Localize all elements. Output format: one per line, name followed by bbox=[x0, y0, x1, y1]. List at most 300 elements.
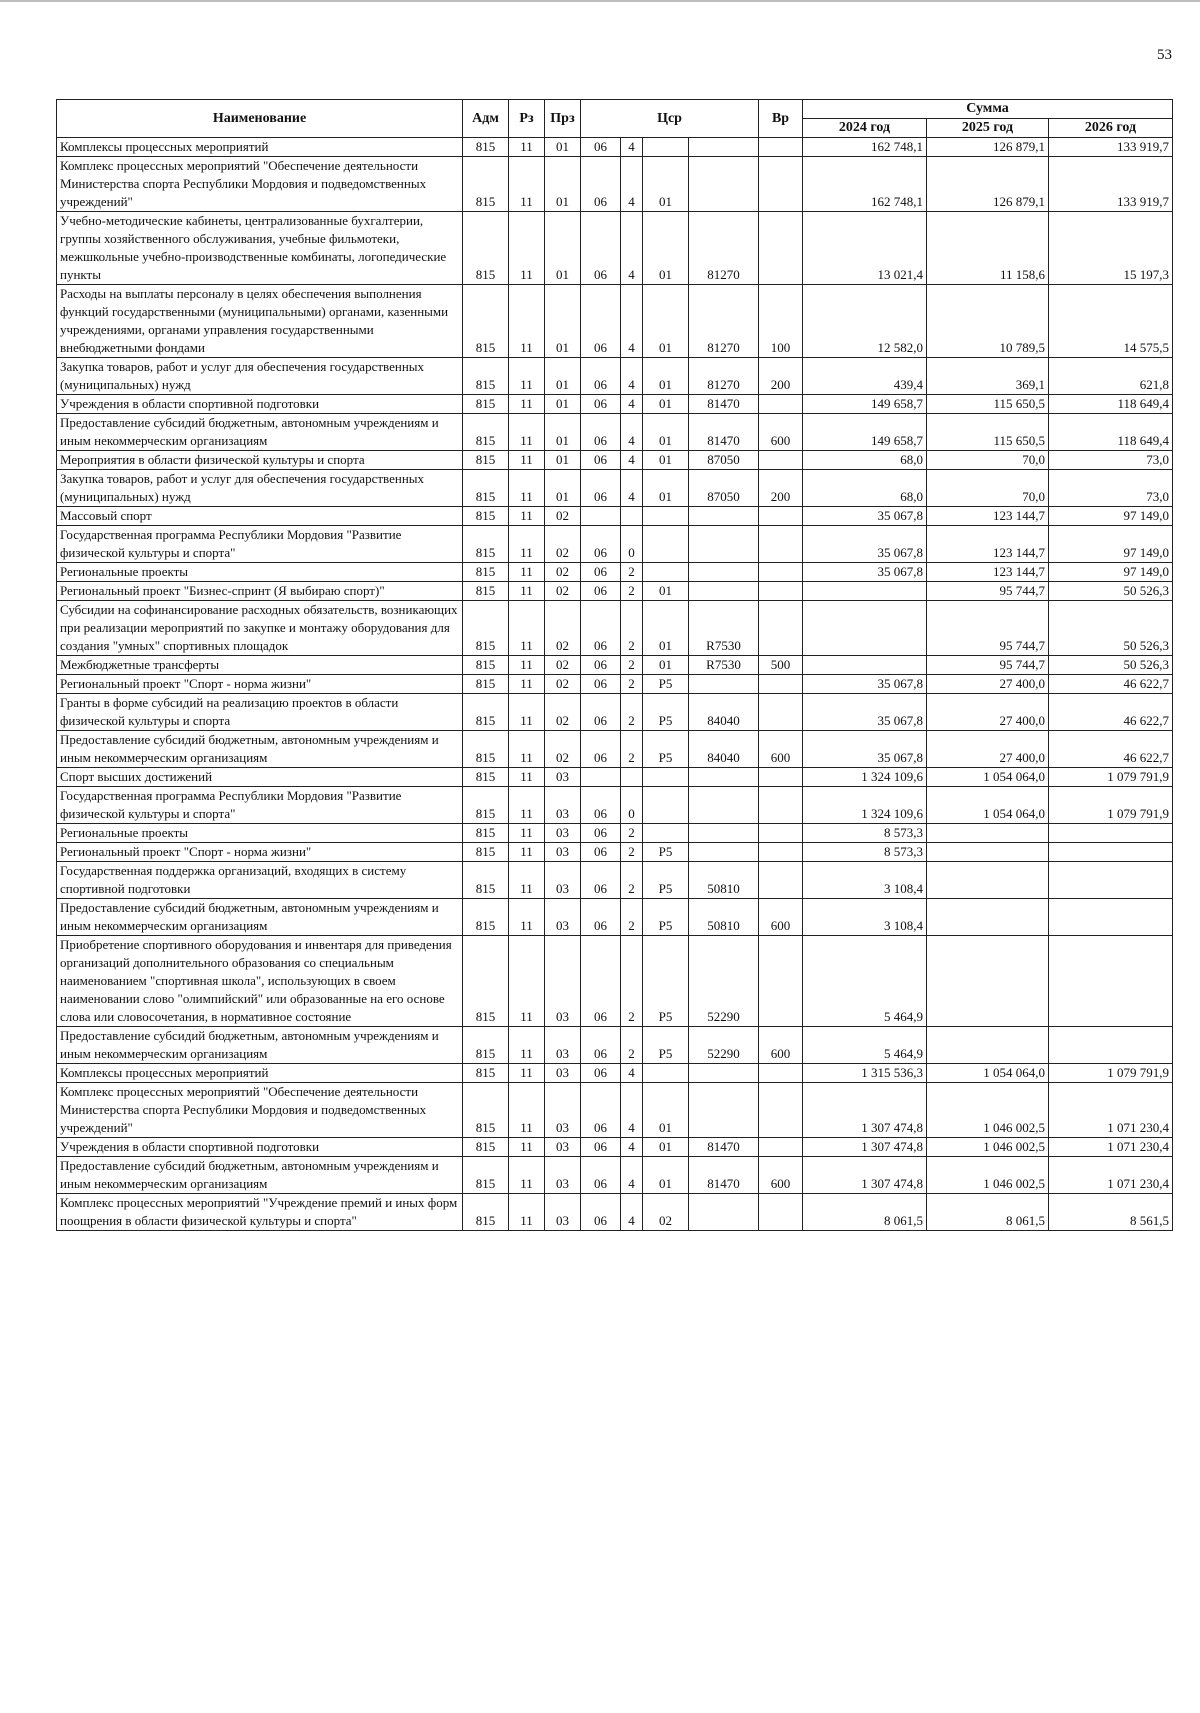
row-sum-2024: 13 021,4 bbox=[803, 212, 927, 285]
row-csr-2: 4 bbox=[621, 157, 643, 212]
row-vr bbox=[759, 1194, 803, 1231]
row-csr-3: 01 bbox=[643, 1083, 689, 1138]
row-sum-2025: 95 744,7 bbox=[927, 656, 1049, 675]
row-rz: 11 bbox=[509, 157, 545, 212]
row-sum-2024: 1 324 109,6 bbox=[803, 768, 927, 787]
row-sum-2025: 126 879,1 bbox=[927, 138, 1049, 157]
row-name: Закупка товаров, работ и услуг для обеспечения государственных (муниципальных) нужд bbox=[57, 470, 463, 507]
row-sum-2024: 1 324 109,6 bbox=[803, 787, 927, 824]
row-csr-2: 4 bbox=[621, 1138, 643, 1157]
row-rz: 11 bbox=[509, 787, 545, 824]
row-rz: 11 bbox=[509, 526, 545, 563]
row-csr-3 bbox=[643, 526, 689, 563]
row-sum-2026: 46 622,7 bbox=[1049, 731, 1173, 768]
row-rz: 11 bbox=[509, 285, 545, 358]
row-csr-3 bbox=[643, 824, 689, 843]
header-prz: Прз bbox=[545, 100, 581, 138]
row-rz: 11 bbox=[509, 843, 545, 862]
row-sum-2026 bbox=[1049, 824, 1173, 843]
row-csr-3: 01 bbox=[643, 656, 689, 675]
row-adm: 815 bbox=[463, 936, 509, 1027]
row-vr bbox=[759, 526, 803, 563]
row-name: Комплекс процессных мероприятий "Обеспечение деятельности Министерства спорта Республики Мордовия и подведомственных учреждений" bbox=[57, 1083, 463, 1138]
row-csr-1: 06 bbox=[581, 358, 621, 395]
table-row bbox=[57, 285, 1173, 358]
row-sum-2024: 149 658,7 bbox=[803, 395, 927, 414]
row-csr-1: 06 bbox=[581, 675, 621, 694]
row-csr-3 bbox=[643, 138, 689, 157]
row-csr-1: 06 bbox=[581, 787, 621, 824]
row-sum-2025: 70,0 bbox=[927, 451, 1049, 470]
row-rz: 11 bbox=[509, 212, 545, 285]
row-vr bbox=[759, 843, 803, 862]
row-sum-2026: 1 079 791,9 bbox=[1049, 787, 1173, 824]
row-rz: 11 bbox=[509, 899, 545, 936]
row-sum-2024: 1 307 474,8 bbox=[803, 1157, 927, 1194]
row-csr-3 bbox=[643, 1064, 689, 1083]
row-csr-2: 4 bbox=[621, 1083, 643, 1138]
header-year-2026: 2026 год bbox=[1049, 119, 1173, 138]
row-prz: 02 bbox=[545, 601, 581, 656]
row-prz: 02 bbox=[545, 656, 581, 675]
row-vr bbox=[759, 157, 803, 212]
row-rz: 11 bbox=[509, 656, 545, 675]
row-csr-1: 06 bbox=[581, 414, 621, 451]
row-csr-2: 2 bbox=[621, 824, 643, 843]
row-csr-1: 06 bbox=[581, 451, 621, 470]
row-adm: 815 bbox=[463, 843, 509, 862]
row-csr-3: P5 bbox=[643, 936, 689, 1027]
row-csr-4: 81470 bbox=[689, 1138, 759, 1157]
row-adm: 815 bbox=[463, 787, 509, 824]
row-sum-2025: 1 054 064,0 bbox=[927, 787, 1049, 824]
row-sum-2025: 27 400,0 bbox=[927, 694, 1049, 731]
row-name: Региональные проекты bbox=[57, 824, 463, 843]
row-adm: 815 bbox=[463, 862, 509, 899]
row-csr-1: 06 bbox=[581, 731, 621, 768]
row-csr-1: 06 bbox=[581, 138, 621, 157]
row-csr-3: P5 bbox=[643, 1027, 689, 1064]
row-sum-2025: 1 046 002,5 bbox=[927, 1157, 1049, 1194]
row-vr: 100 bbox=[759, 285, 803, 358]
row-csr-3: 01 bbox=[643, 157, 689, 212]
table-row bbox=[57, 1064, 1173, 1083]
row-vr bbox=[759, 138, 803, 157]
row-sum-2024: 1 315 536,3 bbox=[803, 1064, 927, 1083]
row-csr-4 bbox=[689, 843, 759, 862]
row-vr bbox=[759, 824, 803, 843]
row-csr-2: 2 bbox=[621, 694, 643, 731]
row-rz: 11 bbox=[509, 601, 545, 656]
row-csr-4: 87050 bbox=[689, 470, 759, 507]
row-csr-3 bbox=[643, 768, 689, 787]
row-csr-2: 4 bbox=[621, 138, 643, 157]
row-sum-2026: 1 079 791,9 bbox=[1049, 1064, 1173, 1083]
row-adm: 815 bbox=[463, 675, 509, 694]
row-sum-2026: 46 622,7 bbox=[1049, 694, 1173, 731]
row-rz: 11 bbox=[509, 936, 545, 1027]
row-vr: 200 bbox=[759, 358, 803, 395]
row-sum-2025: 95 744,7 bbox=[927, 601, 1049, 656]
row-name: Комплексы процессных мероприятий bbox=[57, 1064, 463, 1083]
row-sum-2025: 10 789,5 bbox=[927, 285, 1049, 358]
row-prz: 02 bbox=[545, 507, 581, 526]
row-adm: 815 bbox=[463, 285, 509, 358]
row-csr-1: 06 bbox=[581, 1194, 621, 1231]
row-sum-2025: 1 054 064,0 bbox=[927, 1064, 1049, 1083]
row-csr-1: 06 bbox=[581, 843, 621, 862]
row-csr-1: 06 bbox=[581, 563, 621, 582]
row-csr-3: 01 bbox=[643, 1157, 689, 1194]
row-csr-4: 84040 bbox=[689, 731, 759, 768]
row-csr-4 bbox=[689, 675, 759, 694]
row-csr-2: 2 bbox=[621, 1027, 643, 1064]
row-csr-2: 0 bbox=[621, 526, 643, 563]
row-rz: 11 bbox=[509, 451, 545, 470]
row-prz: 03 bbox=[545, 936, 581, 1027]
header-name: Наименование bbox=[57, 100, 463, 138]
row-prz: 03 bbox=[545, 1027, 581, 1064]
row-sum-2024 bbox=[803, 582, 927, 601]
row-prz: 02 bbox=[545, 526, 581, 563]
row-sum-2026: 97 149,0 bbox=[1049, 563, 1173, 582]
row-sum-2026: 621,8 bbox=[1049, 358, 1173, 395]
row-adm: 815 bbox=[463, 395, 509, 414]
row-sum-2026: 133 919,7 bbox=[1049, 157, 1173, 212]
header-sum: Сумма bbox=[803, 100, 1173, 119]
row-sum-2024: 12 582,0 bbox=[803, 285, 927, 358]
row-sum-2025: 70,0 bbox=[927, 470, 1049, 507]
row-rz: 11 bbox=[509, 395, 545, 414]
row-csr-4: 81270 bbox=[689, 358, 759, 395]
row-vr bbox=[759, 395, 803, 414]
row-csr-3: 02 bbox=[643, 1194, 689, 1231]
table-row bbox=[57, 526, 1173, 563]
row-csr-4: 52290 bbox=[689, 936, 759, 1027]
row-prz: 01 bbox=[545, 138, 581, 157]
row-adm: 815 bbox=[463, 1138, 509, 1157]
row-csr-3 bbox=[643, 563, 689, 582]
row-sum-2024: 1 307 474,8 bbox=[803, 1083, 927, 1138]
row-csr-4: 81470 bbox=[689, 395, 759, 414]
row-csr-1: 06 bbox=[581, 1083, 621, 1138]
header-vr: Вр bbox=[759, 100, 803, 138]
row-sum-2024: 35 067,8 bbox=[803, 563, 927, 582]
row-name: Государственная программа Республики Мордовия "Развитие физической культуры и спорта" bbox=[57, 526, 463, 563]
row-csr-3: P5 bbox=[643, 899, 689, 936]
row-prz: 02 bbox=[545, 582, 581, 601]
row-vr: 600 bbox=[759, 1027, 803, 1064]
row-csr-2: 4 bbox=[621, 451, 643, 470]
row-rz: 11 bbox=[509, 694, 545, 731]
row-prz: 03 bbox=[545, 1157, 581, 1194]
row-adm: 815 bbox=[463, 694, 509, 731]
row-csr-4: 81470 bbox=[689, 1157, 759, 1194]
row-csr-4 bbox=[689, 1194, 759, 1231]
row-prz: 03 bbox=[545, 1194, 581, 1231]
table-row bbox=[57, 470, 1173, 507]
table-row bbox=[57, 1194, 1173, 1231]
row-prz: 03 bbox=[545, 1064, 581, 1083]
row-csr-4 bbox=[689, 138, 759, 157]
row-csr-2: 4 bbox=[621, 1157, 643, 1194]
header-year-2025: 2025 год bbox=[927, 119, 1049, 138]
row-csr-2: 2 bbox=[621, 899, 643, 936]
table-row bbox=[57, 563, 1173, 582]
row-rz: 11 bbox=[509, 824, 545, 843]
row-csr-3: P5 bbox=[643, 675, 689, 694]
row-rz: 11 bbox=[509, 138, 545, 157]
row-name: Предоставление субсидий бюджетным, автономным учреждениям и иным некоммерческим организациям bbox=[57, 414, 463, 451]
row-adm: 815 bbox=[463, 212, 509, 285]
row-adm: 815 bbox=[463, 157, 509, 212]
row-csr-4 bbox=[689, 507, 759, 526]
row-adm: 815 bbox=[463, 768, 509, 787]
row-prz: 01 bbox=[545, 414, 581, 451]
row-sum-2024: 1 307 474,8 bbox=[803, 1138, 927, 1157]
row-csr-1: 06 bbox=[581, 824, 621, 843]
row-csr-3: 01 bbox=[643, 601, 689, 656]
row-vr: 600 bbox=[759, 899, 803, 936]
row-name: Комплекс процессных мероприятий "Обеспечение деятельности Министерства спорта Республики Мордовия и подведомственных учреждений" bbox=[57, 157, 463, 212]
table-row bbox=[57, 694, 1173, 731]
row-csr-1: 06 bbox=[581, 936, 621, 1027]
row-prz: 01 bbox=[545, 157, 581, 212]
table-row bbox=[57, 212, 1173, 285]
row-prz: 03 bbox=[545, 899, 581, 936]
row-sum-2024: 68,0 bbox=[803, 451, 927, 470]
page-number: 53 bbox=[1157, 47, 1172, 63]
row-csr-2: 2 bbox=[621, 656, 643, 675]
row-vr: 200 bbox=[759, 470, 803, 507]
row-csr-2: 4 bbox=[621, 1064, 643, 1083]
row-csr-3: 01 bbox=[643, 451, 689, 470]
row-sum-2026: 50 526,3 bbox=[1049, 582, 1173, 601]
row-adm: 815 bbox=[463, 899, 509, 936]
row-sum-2025: 95 744,7 bbox=[927, 582, 1049, 601]
row-csr-2: 4 bbox=[621, 395, 643, 414]
row-vr bbox=[759, 1064, 803, 1083]
row-csr-3: 01 bbox=[643, 582, 689, 601]
row-prz: 03 bbox=[545, 768, 581, 787]
table-row bbox=[57, 138, 1173, 157]
row-csr-1: 06 bbox=[581, 1064, 621, 1083]
row-rz: 11 bbox=[509, 1083, 545, 1138]
row-csr-3: 01 bbox=[643, 358, 689, 395]
row-csr-1: 06 bbox=[581, 395, 621, 414]
row-sum-2024: 68,0 bbox=[803, 470, 927, 507]
row-csr-1: 06 bbox=[581, 157, 621, 212]
table-row bbox=[57, 1138, 1173, 1157]
row-sum-2026: 15 197,3 bbox=[1049, 212, 1173, 285]
row-csr-1: 06 bbox=[581, 526, 621, 563]
budget-table bbox=[56, 99, 1173, 1231]
row-vr bbox=[759, 787, 803, 824]
row-sum-2025: 115 650,5 bbox=[927, 414, 1049, 451]
row-adm: 815 bbox=[463, 507, 509, 526]
row-sum-2025 bbox=[927, 899, 1049, 936]
row-sum-2024 bbox=[803, 601, 927, 656]
row-name: Межбюджетные трансферты bbox=[57, 656, 463, 675]
table-row bbox=[57, 157, 1173, 212]
row-csr-2: 4 bbox=[621, 285, 643, 358]
row-sum-2024: 5 464,9 bbox=[803, 1027, 927, 1064]
row-rz: 11 bbox=[509, 1064, 545, 1083]
row-vr bbox=[759, 582, 803, 601]
row-csr-1: 06 bbox=[581, 582, 621, 601]
row-adm: 815 bbox=[463, 470, 509, 507]
row-sum-2025: 126 879,1 bbox=[927, 157, 1049, 212]
row-csr-4: 52290 bbox=[689, 1027, 759, 1064]
header-rz: Рз bbox=[509, 100, 545, 138]
table-row bbox=[57, 451, 1173, 470]
row-sum-2024: 439,4 bbox=[803, 358, 927, 395]
row-sum-2026: 1 071 230,4 bbox=[1049, 1083, 1173, 1138]
row-csr-3 bbox=[643, 787, 689, 824]
table-row bbox=[57, 395, 1173, 414]
row-sum-2025: 8 061,5 bbox=[927, 1194, 1049, 1231]
row-sum-2025: 1 054 064,0 bbox=[927, 768, 1049, 787]
table-row bbox=[57, 787, 1173, 824]
row-sum-2026: 8 561,5 bbox=[1049, 1194, 1173, 1231]
row-adm: 815 bbox=[463, 1083, 509, 1138]
header-csr: Цср bbox=[581, 100, 759, 138]
row-name: Региональные проекты bbox=[57, 563, 463, 582]
row-sum-2024: 35 067,8 bbox=[803, 731, 927, 768]
row-csr-3: 01 bbox=[643, 285, 689, 358]
table-row bbox=[57, 1157, 1173, 1194]
row-sum-2025: 115 650,5 bbox=[927, 395, 1049, 414]
row-rz: 11 bbox=[509, 862, 545, 899]
row-csr-1: 06 bbox=[581, 285, 621, 358]
row-csr-1: 06 bbox=[581, 601, 621, 656]
row-adm: 815 bbox=[463, 358, 509, 395]
row-sum-2024: 8 061,5 bbox=[803, 1194, 927, 1231]
header-adm: Адм bbox=[463, 100, 509, 138]
row-vr bbox=[759, 936, 803, 1027]
row-sum-2024: 162 748,1 bbox=[803, 138, 927, 157]
row-csr-4 bbox=[689, 768, 759, 787]
row-csr-2: 2 bbox=[621, 601, 643, 656]
row-csr-2: 4 bbox=[621, 358, 643, 395]
row-csr-3 bbox=[643, 507, 689, 526]
table-row bbox=[57, 414, 1173, 451]
row-csr-4: 87050 bbox=[689, 451, 759, 470]
top-rule bbox=[0, 0, 1200, 2]
row-csr-4 bbox=[689, 526, 759, 563]
row-sum-2026: 133 919,7 bbox=[1049, 138, 1173, 157]
row-vr bbox=[759, 212, 803, 285]
row-prz: 03 bbox=[545, 862, 581, 899]
row-prz: 03 bbox=[545, 1083, 581, 1138]
row-csr-3: 01 bbox=[643, 414, 689, 451]
table-row bbox=[57, 731, 1173, 768]
row-sum-2026: 97 149,0 bbox=[1049, 507, 1173, 526]
row-csr-1: 06 bbox=[581, 470, 621, 507]
row-csr-4 bbox=[689, 824, 759, 843]
row-sum-2026 bbox=[1049, 862, 1173, 899]
row-sum-2026: 118 649,4 bbox=[1049, 395, 1173, 414]
row-name: Спорт высших достижений bbox=[57, 768, 463, 787]
row-adm: 815 bbox=[463, 1194, 509, 1231]
row-rz: 11 bbox=[509, 563, 545, 582]
row-csr-1: 06 bbox=[581, 1027, 621, 1064]
row-rz: 11 bbox=[509, 358, 545, 395]
row-sum-2024: 35 067,8 bbox=[803, 694, 927, 731]
row-sum-2024: 5 464,9 bbox=[803, 936, 927, 1027]
row-csr-2: 2 bbox=[621, 563, 643, 582]
row-csr-1 bbox=[581, 768, 621, 787]
row-sum-2024: 162 748,1 bbox=[803, 157, 927, 212]
row-csr-4 bbox=[689, 582, 759, 601]
row-name: Комплексы процессных мероприятий bbox=[57, 138, 463, 157]
row-csr-4: 81270 bbox=[689, 212, 759, 285]
row-adm: 815 bbox=[463, 563, 509, 582]
row-rz: 11 bbox=[509, 1138, 545, 1157]
row-name: Субсидии на софинансирование расходных обязательств, возникающих при реализации мероприятий по закупке и монтажу оборудования для создания "умных" спортивных площадок bbox=[57, 601, 463, 656]
row-name: Учебно-методические кабинеты, централизованные бухгалтерии, группы хозяйственного обслуживания, учебные фильмотеки, межшкольные учебно-производственные комбинаты, логопедические пункты bbox=[57, 212, 463, 285]
row-adm: 815 bbox=[463, 601, 509, 656]
row-csr-3: 01 bbox=[643, 1138, 689, 1157]
row-sum-2026: 50 526,3 bbox=[1049, 656, 1173, 675]
row-vr bbox=[759, 601, 803, 656]
table-row bbox=[57, 1083, 1173, 1138]
row-vr bbox=[759, 675, 803, 694]
row-rz: 11 bbox=[509, 1027, 545, 1064]
row-csr-4: 81470 bbox=[689, 414, 759, 451]
row-adm: 815 bbox=[463, 451, 509, 470]
row-vr bbox=[759, 1083, 803, 1138]
row-csr-2: 4 bbox=[621, 212, 643, 285]
header-year-2024: 2024 год bbox=[803, 119, 927, 138]
row-adm: 815 bbox=[463, 138, 509, 157]
row-csr-4: 84040 bbox=[689, 694, 759, 731]
row-prz: 03 bbox=[545, 824, 581, 843]
row-vr bbox=[759, 1138, 803, 1157]
row-sum-2025 bbox=[927, 936, 1049, 1027]
row-prz: 01 bbox=[545, 395, 581, 414]
row-csr-4 bbox=[689, 157, 759, 212]
row-csr-1: 06 bbox=[581, 1138, 621, 1157]
row-rz: 11 bbox=[509, 507, 545, 526]
row-csr-2: 2 bbox=[621, 843, 643, 862]
row-sum-2025 bbox=[927, 843, 1049, 862]
row-csr-2: 2 bbox=[621, 675, 643, 694]
row-sum-2025: 369,1 bbox=[927, 358, 1049, 395]
row-vr bbox=[759, 563, 803, 582]
table-row bbox=[57, 936, 1173, 1027]
row-prz: 01 bbox=[545, 212, 581, 285]
row-csr-1: 06 bbox=[581, 694, 621, 731]
table-body bbox=[57, 138, 1173, 1231]
row-sum-2025 bbox=[927, 1027, 1049, 1064]
row-adm: 815 bbox=[463, 1157, 509, 1194]
row-sum-2026: 14 575,5 bbox=[1049, 285, 1173, 358]
row-csr-4: 50810 bbox=[689, 899, 759, 936]
row-sum-2025 bbox=[927, 862, 1049, 899]
row-csr-3: P5 bbox=[643, 862, 689, 899]
table-row bbox=[57, 824, 1173, 843]
row-name: Мероприятия в области физической культуры и спорта bbox=[57, 451, 463, 470]
row-prz: 02 bbox=[545, 694, 581, 731]
table-row bbox=[57, 768, 1173, 787]
row-sum-2026: 1 071 230,4 bbox=[1049, 1138, 1173, 1157]
row-vr bbox=[759, 507, 803, 526]
row-name: Комплекс процессных мероприятий "Учреждение премий и иных форм поощрения в области физической культуры и спорта" bbox=[57, 1194, 463, 1231]
row-sum-2026: 118 649,4 bbox=[1049, 414, 1173, 451]
row-prz: 03 bbox=[545, 787, 581, 824]
row-csr-2 bbox=[621, 507, 643, 526]
